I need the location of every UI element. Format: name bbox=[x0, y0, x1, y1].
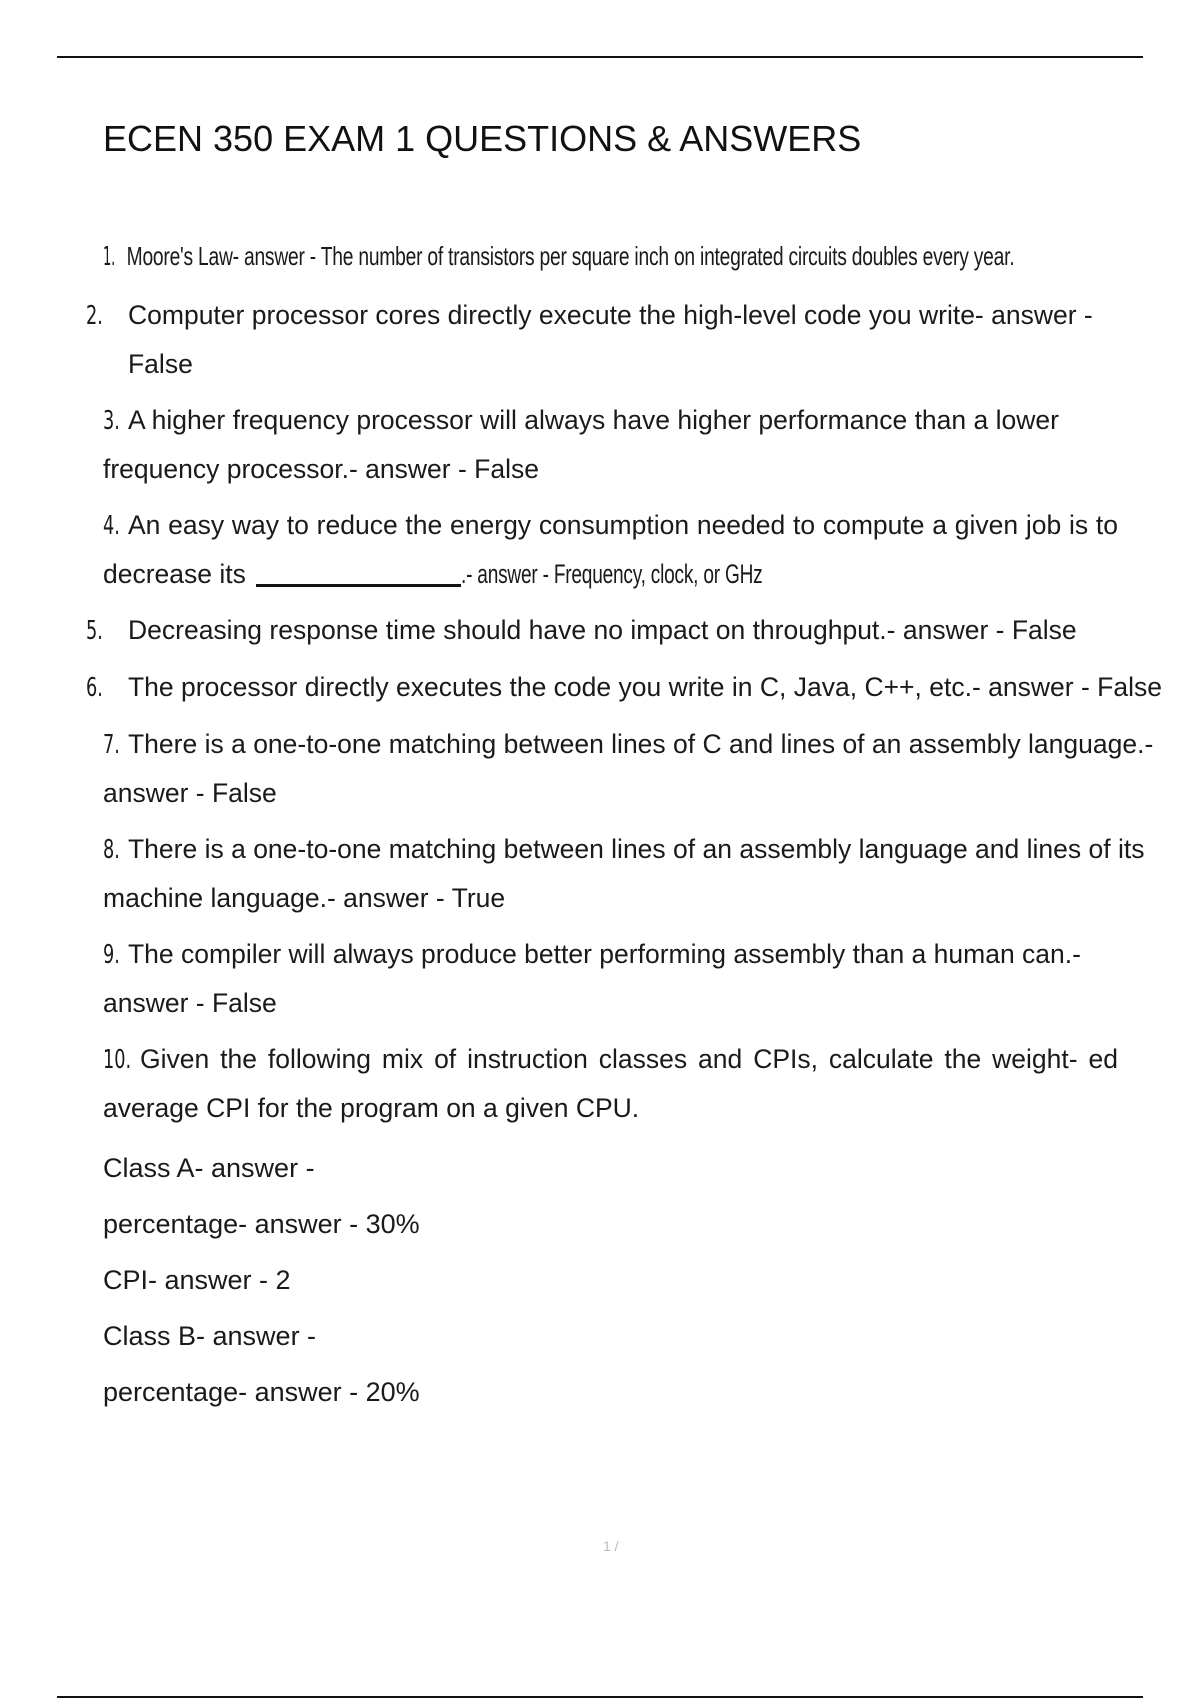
question-text: Computer processor cores directly execute the high-level code you write- answer - False bbox=[128, 300, 1093, 379]
question-text: The processor directly executes the code you write in C, Java, C++, etc.- answer - False bbox=[128, 672, 1162, 702]
document-body bbox=[86, 236, 1163, 1420]
question-number: 1. bbox=[103, 242, 116, 272]
question-text: Moore's Law- answer - The number of transistors per square inch on integrated circuits doubles every year. bbox=[126, 241, 1015, 271]
question-5 bbox=[86, 606, 1163, 655]
question-2 bbox=[86, 291, 1163, 388]
question-text: A higher frequency processor will always have higher performance than a lower frequency processor.- answer - False bbox=[103, 405, 1059, 484]
question-text: Decreasing response time should have no impact on throughput.- answer - False bbox=[128, 615, 1077, 645]
question-4 bbox=[103, 501, 1118, 598]
question-number: 9. bbox=[103, 940, 120, 970]
question-8 bbox=[103, 825, 1163, 922]
question-10 bbox=[103, 1035, 1118, 1132]
page-title: ECEN 350 EXAM 1 QUESTIONS & ANSWERS bbox=[103, 118, 862, 159]
question-text: An easy way to reduce the energy consumption needed to compute a given job is to decrease its bbox=[103, 510, 1118, 589]
question-7 bbox=[103, 720, 1163, 817]
question-1 bbox=[103, 236, 1163, 277]
question-text: There is a one-to-one matching between lines of C and lines of an assembly language.- answer - False bbox=[103, 729, 1154, 808]
answer-line-class-b: Class B- answer - bbox=[103, 1321, 317, 1351]
question-number: 8. bbox=[103, 835, 120, 865]
question-number: 10. bbox=[103, 1045, 132, 1075]
answer-line-percentage-a: percentage- answer - 30% bbox=[103, 1209, 420, 1239]
question-number: 7. bbox=[103, 730, 120, 760]
question-number: 4. bbox=[103, 511, 120, 541]
answer-line-percentage-b: percentage- answer - 20% bbox=[103, 1377, 420, 1407]
top-rule bbox=[57, 56, 1143, 58]
answer-line-class-a: Class A- answer - bbox=[103, 1153, 315, 1183]
question-text: There is a one-to-one matching between lines of an assembly language and lines of its machine language.- answer - True bbox=[103, 834, 1145, 913]
question-number: 2. bbox=[86, 301, 103, 331]
question-number: 3. bbox=[103, 406, 120, 436]
question-6 bbox=[86, 663, 1163, 712]
bottom-rule bbox=[57, 1696, 1143, 1698]
question-text: Given the following mix of instruction classes and CPIs, calculate the weight- ed average CPI for the program on a given CPU. bbox=[103, 1044, 1118, 1123]
question-number: 5. bbox=[86, 616, 103, 646]
question-text: The compiler will always produce better performing assembly than a human can.- answer - False bbox=[103, 939, 1081, 1018]
question-number: 6. bbox=[86, 673, 103, 703]
question-answer: .- answer - Frequency, clock, or GHz bbox=[460, 559, 763, 589]
question-9 bbox=[103, 930, 1163, 1027]
fill-in-blank-line bbox=[256, 584, 461, 587]
question-3 bbox=[103, 396, 1163, 493]
answer-line-cpi-a: CPI- answer - 2 bbox=[103, 1265, 291, 1295]
page-number: 1 / bbox=[603, 1538, 619, 1554]
